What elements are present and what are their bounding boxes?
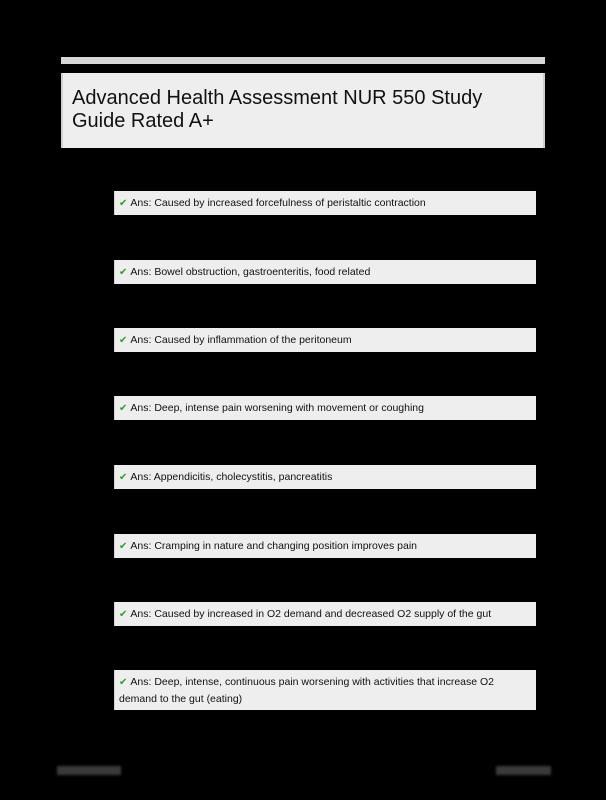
answer-text: Caused by increased in O2 demand and decreased O2 supply of the gut <box>154 607 492 620</box>
answer-line <box>119 400 424 417</box>
answer-line <box>119 332 352 349</box>
answer-line <box>119 469 332 486</box>
answer-text: Appendicitis, cholecystitis, pancreatitis <box>153 470 333 483</box>
answer-line <box>119 538 417 555</box>
answer-item <box>114 602 536 626</box>
answer-item <box>114 191 536 215</box>
title-banner <box>61 73 545 148</box>
answer-label: Ans: <box>130 607 152 620</box>
answer-text: Deep, intense pain worsening with movement or coughing <box>154 401 424 414</box>
check-icon: ✔ <box>119 402 128 414</box>
check-icon: ✔ <box>119 266 128 278</box>
answer-item <box>114 328 536 352</box>
answer-text: Caused by inflammation of the peritoneum <box>154 333 352 346</box>
answer-item <box>114 396 536 420</box>
answer-label: Ans: <box>130 470 152 483</box>
answer-label: Ans: <box>130 333 152 346</box>
answer-item <box>114 670 536 710</box>
answer-text: Bowel obstruction, gastroenteritis, food related <box>154 265 371 278</box>
answer-text: Caused by increased forcefulness of peristaltic contraction <box>154 196 426 209</box>
page-title: Advanced Health Assessment NUR 550 Study Guide Rated A+ <box>72 87 483 132</box>
answer-label: Ans: <box>130 196 152 209</box>
check-icon: ✔ <box>119 471 128 483</box>
check-icon: ✔ <box>119 334 128 346</box>
footer-left-smudge <box>57 766 121 775</box>
answer-item <box>114 534 536 558</box>
check-icon: ✔ <box>119 197 128 209</box>
answer-item <box>114 465 536 489</box>
answer-line <box>119 674 530 707</box>
check-icon: ✔ <box>119 540 128 552</box>
check-icon: ✔ <box>119 608 128 620</box>
answer-text: Deep, intense, continuous pain worsening with activities that increase O2 demand to the gut (eating) <box>119 675 495 705</box>
answer-text: Cramping in nature and changing position improves pain <box>154 539 417 552</box>
answer-line <box>119 264 370 281</box>
top-divider <box>61 57 545 64</box>
answer-label: Ans: <box>130 401 152 414</box>
answer-line <box>119 606 491 623</box>
footer-right-smudge <box>496 766 551 775</box>
answer-label: Ans: <box>130 539 152 552</box>
answer-label: Ans: <box>130 265 152 278</box>
check-icon: ✔ <box>119 676 128 688</box>
answer-line <box>119 195 426 212</box>
answer-item <box>114 260 536 284</box>
answer-label: Ans: <box>130 675 152 688</box>
